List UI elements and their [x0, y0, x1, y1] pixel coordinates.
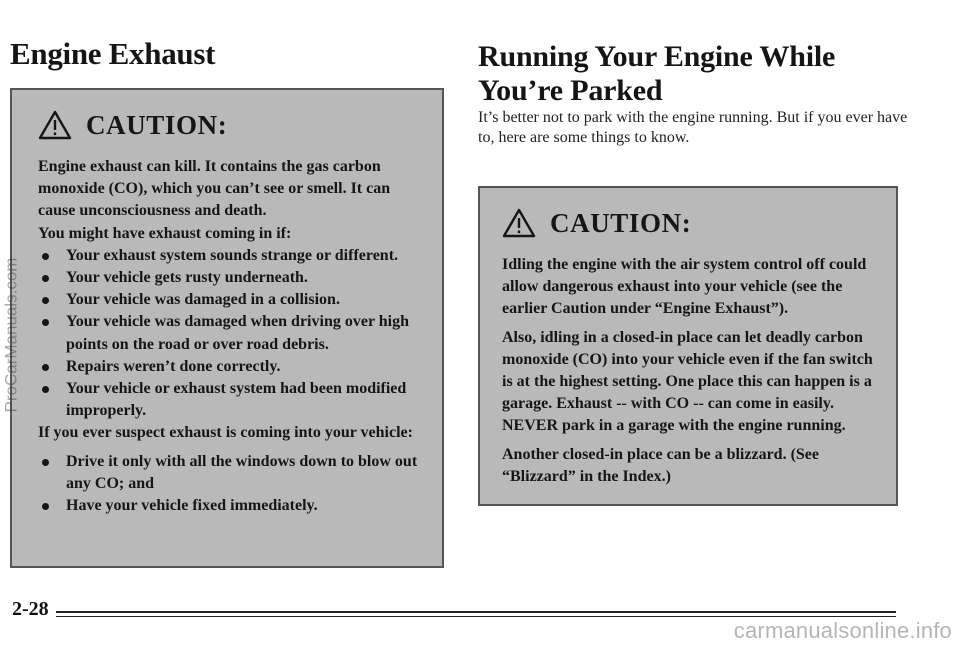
side-watermark-text: ProCarManuals.com	[1, 257, 21, 413]
footer-rule	[56, 611, 896, 613]
list-item: Have your vehicle fixed immediately.	[38, 495, 420, 517]
caution-title	[38, 102, 420, 148]
warning-triangle-icon	[38, 110, 72, 140]
warning-triangle-icon	[502, 208, 536, 238]
exhaust-action-list	[38, 451, 420, 518]
caution-lead: You might have exhaust coming in if:	[38, 224, 292, 242]
caution-title	[502, 200, 878, 246]
caution-intro: Engine exhaust can kill. It contains the gas carbon monoxide (CO), which you can’t see or smell. It can cause unconsciousness and death.	[38, 158, 391, 220]
list-item: Your vehicle or exhaust system had been modified improperly.	[38, 378, 420, 422]
list-item: Your vehicle was damaged when driving over high points on the road or over road debris.	[38, 311, 420, 355]
page-number: 2-28	[12, 598, 49, 620]
list-item: Your exhaust system sounds strange or different.	[38, 245, 420, 267]
caution-box-idling	[478, 186, 898, 506]
list-item: Repairs weren’t done correctly.	[38, 356, 420, 378]
caution-box-engine-exhaust	[10, 88, 444, 568]
caution-paragraph-3: Another closed-in place can be a blizzard. (See “Blizzard” in the Index.)	[502, 445, 820, 485]
section-intro: It’s better not to park with the engine running. But if you ever have to, here are some things to know.	[478, 109, 908, 146]
bottom-watermark: carmanualsonline.info	[733, 618, 952, 643]
caution-label: CAUTION:	[550, 207, 692, 238]
caution-paragraph-1: Idling the engine with the air system control off could allow dangerous exhaust into your vehicle (see the earlier Caution under “Engine Exhaust”).	[502, 256, 867, 318]
list-item: Your vehicle was damaged in a collision.	[38, 289, 420, 311]
list-item: Drive it only with all the windows down to blow out any CO; and	[38, 451, 420, 495]
list-item: Your vehicle gets rusty underneath.	[38, 267, 420, 289]
exhaust-symptom-list	[38, 245, 420, 423]
caution-paragraph-2: Also, idling in a closed-in place can let deadly carbon monoxide (CO) into your vehicle even if the fan switch is at the highest setting. One place this can happen is a garage. Exhaust -- with CO -- can come in easily. NEVER park in a garage with the engine running.	[502, 328, 873, 435]
side-watermark	[0, 220, 22, 450]
caution-label: CAUTION:	[86, 109, 228, 140]
section-heading-engine-exhaust: Engine Exhaust	[10, 36, 216, 71]
section-heading-running-engine-parked: Running Your Engine While You’re Parked	[478, 40, 836, 107]
caution-suspect: If you ever suspect exhaust is coming into your vehicle:	[38, 424, 413, 442]
footer-rule-thin	[56, 616, 896, 617]
